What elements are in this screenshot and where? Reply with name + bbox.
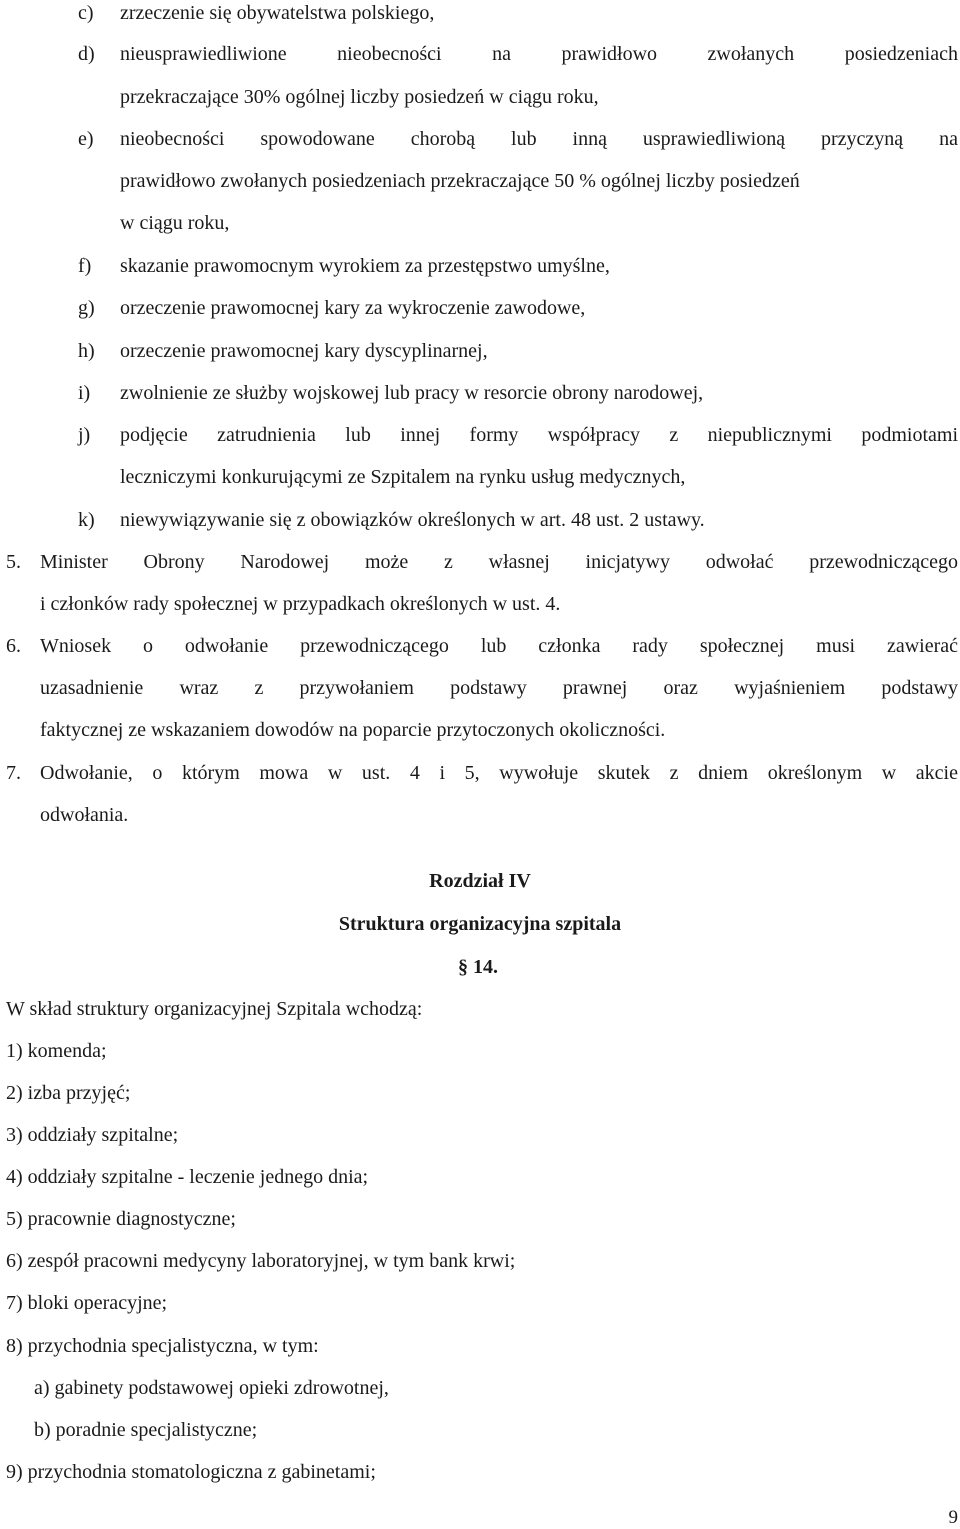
list-item-label: g): [78, 297, 95, 319]
paragraph-text: i członków rady społecznej w przypadkach określonych w ust. 4.: [40, 593, 561, 615]
paragraph-text: Odwołanie, o którym mowa w ust. 4 i 5, wywołuje skutek z dniem określonym w akcie: [40, 762, 958, 784]
list-item-label: i): [78, 382, 91, 404]
structure-subitem: a) gabinety podstawowej opieki zdrowotnej,: [34, 1377, 389, 1399]
paragraph-text: faktycznej ze wskazaniem dowodów na poparcie przytoczonych okoliczności.: [40, 719, 666, 741]
list-item-label: e): [78, 128, 94, 150]
list-item-label: k): [78, 509, 95, 531]
list-item-label: c): [78, 2, 94, 24]
structure-item: 9) przychodnia stomatologiczna z gabinetami;: [6, 1461, 376, 1483]
list-item-text: podjęcie zatrudnienia lub innej formy współpracy z niepublicznymi podmiotami: [120, 424, 958, 446]
chapter-subtitle: Struktura organizacyjna szpitala: [338, 913, 622, 935]
structure-item: 4) oddziały szpitalne - leczenie jednego dnia;: [6, 1166, 369, 1188]
paragraph-text: odwołania.: [40, 804, 129, 826]
list-item-text: nieobecności spowodowane chorobą lub inną usprawiedliwioną przyczyną na: [120, 128, 958, 150]
list-item-text: orzeczenie prawomocnej kary za wykroczenie zawodowe,: [120, 297, 586, 319]
list-item-text: leczniczymi konkurującymi ze Szpitalem na rynku usług medycznych,: [120, 466, 686, 488]
list-item-text: skazanie prawomocnym wyrokiem za przestępstwo umyślne,: [120, 255, 610, 277]
page-number: 9: [948, 1507, 958, 1528]
paragraph-number: 5.: [6, 551, 21, 573]
chapter-title: Rozdział IV: [429, 870, 531, 892]
paragraph-number: 6.: [6, 635, 21, 657]
list-item-text: przekraczające 30% ogólnej liczby posiedzeń w ciągu roku,: [120, 86, 599, 108]
structure-item: 5) pracownie diagnostyczne;: [6, 1208, 236, 1230]
structure-item: 6) zespół pracowni medycyny laboratoryjnej, w tym bank krwi;: [6, 1250, 516, 1272]
list-item-text: niewywiązywanie się z obowiązków określonych w art. 48 ust. 2 ustawy.: [120, 509, 705, 531]
structure-subitem: b) poradnie specjalistyczne;: [34, 1419, 258, 1441]
paragraph-text: uzasadnienie wraz z przywołaniem podstawy prawnej oraz wyjaśnieniem podstawy: [40, 677, 958, 699]
structure-item: 8) przychodnia specjalistyczna, w tym:: [6, 1335, 319, 1357]
list-item-label: h): [78, 340, 95, 362]
structure-item: 7) bloki operacyjne;: [6, 1292, 168, 1314]
structure-intro: W skład struktury organizacyjnej Szpitala wchodzą:: [6, 998, 423, 1020]
structure-item: 1) komenda;: [6, 1040, 107, 1062]
section-number: § 14.: [458, 956, 498, 978]
list-item-text: w ciągu roku,: [120, 212, 230, 234]
list-item-text: prawidłowo zwołanych posiedzeniach przekraczające 50 % ogólnej liczby posiedzeń: [120, 170, 800, 192]
list-item-text: nieusprawiedliwione nieobecności na prawidłowo zwołanych posiedzeniach: [120, 43, 958, 65]
structure-item: 2) izba przyjęć;: [6, 1082, 131, 1104]
paragraph-text: Wniosek o odwołanie przewodniczącego lub członka rady społecznej musi zawierać: [40, 635, 958, 657]
paragraph-text: Minister Obrony Narodowej może z własnej inicjatywy odwołać przewodniczącego: [40, 551, 958, 573]
structure-item: 3) oddziały szpitalne;: [6, 1124, 179, 1146]
list-item-label: f): [78, 255, 92, 277]
list-item-label: d): [78, 43, 95, 65]
list-item-text: zrzeczenie się obywatelstwa polskiego,: [120, 2, 435, 24]
list-item-label: j): [78, 424, 91, 446]
list-item-text: zwolnienie ze służby wojskowej lub pracy w resorcie obrony narodowej,: [120, 382, 704, 404]
list-item-text: orzeczenie prawomocnej kary dyscyplinarnej,: [120, 340, 488, 362]
paragraph-number: 7.: [6, 762, 21, 784]
